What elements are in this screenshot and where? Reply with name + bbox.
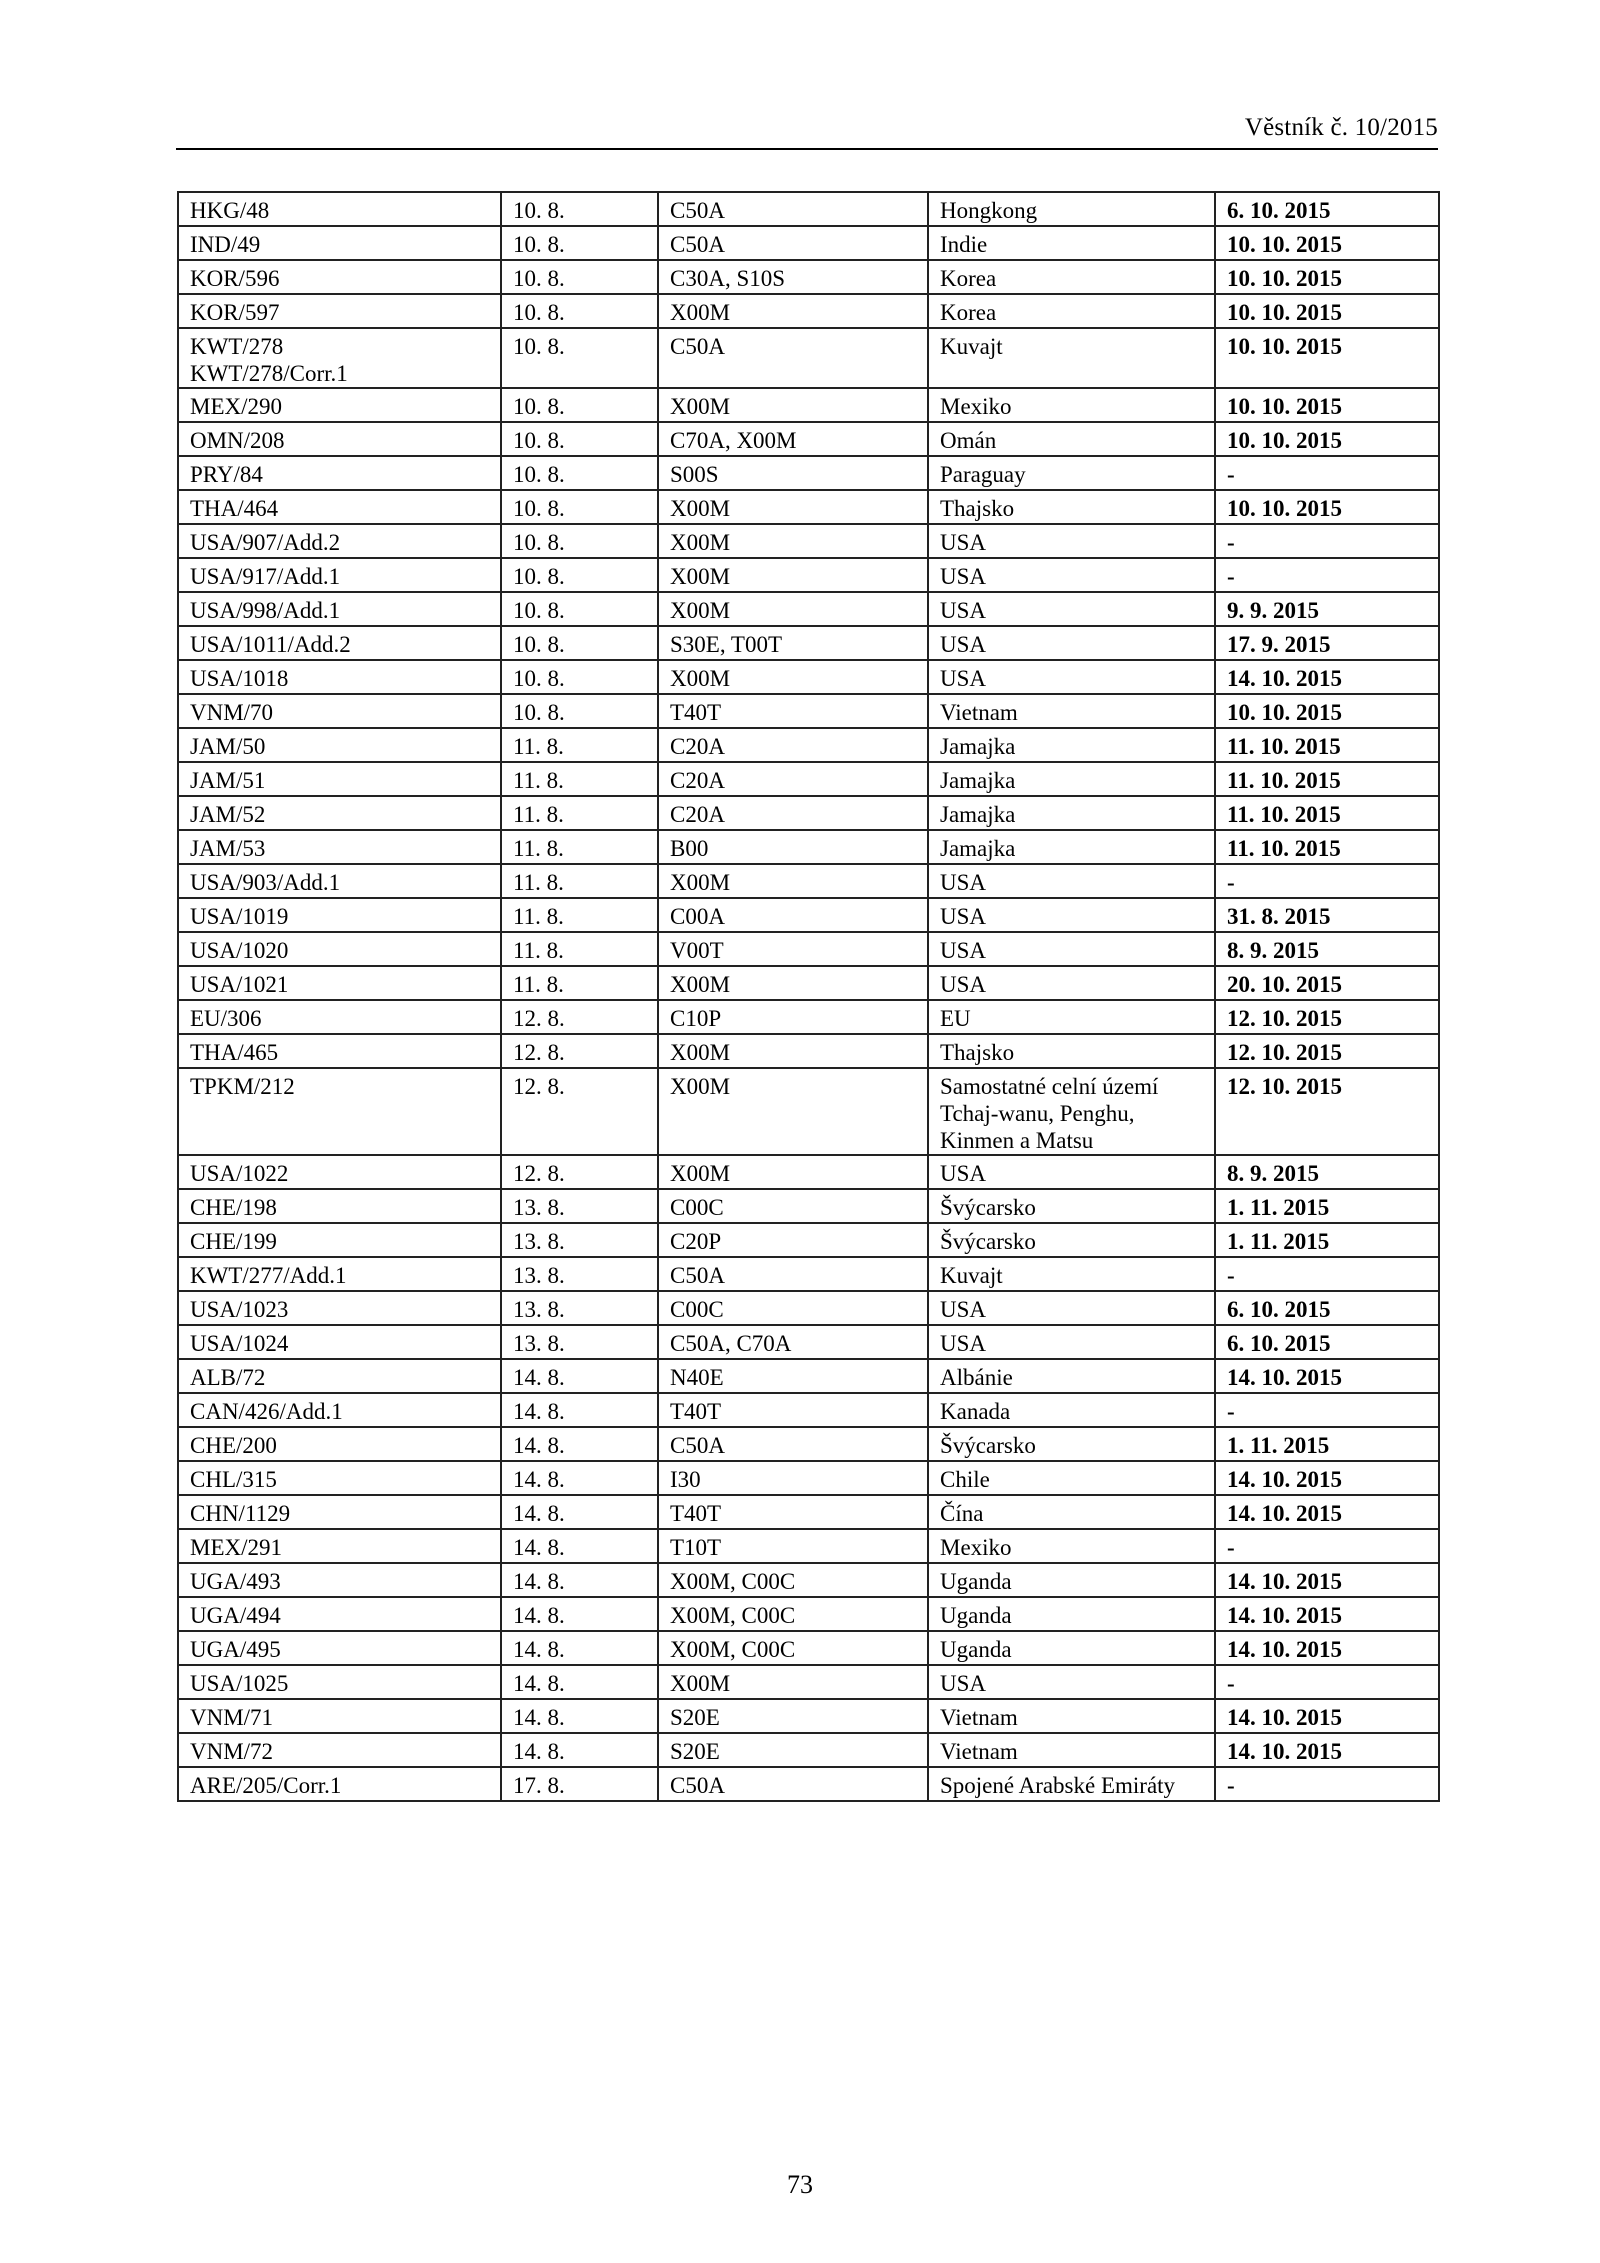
cell-document: UGA/493 (178, 1563, 501, 1597)
cell-country: Kuvajt (928, 1257, 1215, 1291)
cell-code: C50A (658, 192, 928, 226)
cell-code: C20P (658, 1223, 928, 1257)
cell-country: USA (928, 1155, 1215, 1189)
cell-document: USA/1025 (178, 1665, 501, 1699)
cell-country: Samostatné celní území Tchaj-wanu, Penghu, Kinmen a Matsu (928, 1068, 1215, 1155)
cell-date: 10. 8. (501, 388, 658, 422)
cell-deadline: - (1215, 1665, 1439, 1699)
cell-document: MEX/291 (178, 1529, 501, 1563)
table-row (178, 830, 1439, 864)
cell-country: Vietnam (928, 694, 1215, 728)
cell-deadline: 1. 11. 2015 (1215, 1189, 1439, 1223)
cell-code: X00M (658, 1665, 928, 1699)
table-row (178, 1068, 1439, 1155)
cell-document: USA/1020 (178, 932, 501, 966)
table-row (178, 1359, 1439, 1393)
cell-date: 13. 8. (501, 1325, 658, 1359)
cell-country: USA (928, 898, 1215, 932)
cell-date: 14. 8. (501, 1393, 658, 1427)
cell-date: 11. 8. (501, 966, 658, 1000)
cell-country: USA (928, 626, 1215, 660)
table-row (178, 1495, 1439, 1529)
cell-country: Korea (928, 260, 1215, 294)
cell-code: C50A (658, 328, 928, 388)
cell-country: USA (928, 864, 1215, 898)
cell-date: 11. 8. (501, 898, 658, 932)
page-number: 73 (787, 2170, 813, 2199)
cell-date: 14. 8. (501, 1597, 658, 1631)
table-row (178, 1257, 1439, 1291)
table-row (178, 456, 1439, 490)
table-row (178, 1665, 1439, 1699)
cell-date: 10. 8. (501, 558, 658, 592)
cell-date: 13. 8. (501, 1257, 658, 1291)
cell-document: OMN/208 (178, 422, 501, 456)
table-row (178, 966, 1439, 1000)
cell-document: USA/1021 (178, 966, 501, 1000)
cell-country: USA (928, 660, 1215, 694)
cell-document: KWT/277/Add.1 (178, 1257, 501, 1291)
cell-date: 10. 8. (501, 490, 658, 524)
table-body (178, 192, 1439, 1801)
cell-deadline: 14. 10. 2015 (1215, 1461, 1439, 1495)
table-row (178, 1223, 1439, 1257)
table-row (178, 626, 1439, 660)
cell-code: T10T (658, 1529, 928, 1563)
cell-code: X00M, C00C (658, 1563, 928, 1597)
table-row (178, 1597, 1439, 1631)
table-row (178, 192, 1439, 226)
table-row (178, 592, 1439, 626)
cell-deadline: 14. 10. 2015 (1215, 1631, 1439, 1665)
cell-date: 10. 8. (501, 328, 658, 388)
cell-document: KWT/278 KWT/278/Corr.1 (178, 328, 501, 388)
cell-document: USA/998/Add.1 (178, 592, 501, 626)
cell-deadline: - (1215, 456, 1439, 490)
table-row (178, 1733, 1439, 1767)
cell-document: VNM/72 (178, 1733, 501, 1767)
cell-deadline: 11. 10. 2015 (1215, 728, 1439, 762)
cell-document: PRY/84 (178, 456, 501, 490)
cell-deadline: 6. 10. 2015 (1215, 1291, 1439, 1325)
cell-document: IND/49 (178, 226, 501, 260)
cell-country: Uganda (928, 1563, 1215, 1597)
cell-document: USA/1022 (178, 1155, 501, 1189)
cell-date: 10. 8. (501, 694, 658, 728)
cell-date: 10. 8. (501, 626, 658, 660)
cell-code: C30A, S10S (658, 260, 928, 294)
cell-document: VNM/70 (178, 694, 501, 728)
cell-country: Hongkong (928, 192, 1215, 226)
cell-document: CAN/426/Add.1 (178, 1393, 501, 1427)
cell-document: VNM/71 (178, 1699, 501, 1733)
cell-date: 11. 8. (501, 762, 658, 796)
cell-document: EU/306 (178, 1000, 501, 1034)
cell-deadline: - (1215, 558, 1439, 592)
cell-date: 12. 8. (501, 1034, 658, 1068)
cell-country: Jamajka (928, 830, 1215, 864)
cell-code: S30E, T00T (658, 626, 928, 660)
cell-document: JAM/50 (178, 728, 501, 762)
cell-date: 12. 8. (501, 1068, 658, 1155)
running-header (176, 108, 1438, 150)
table-row (178, 796, 1439, 830)
cell-document: USA/1024 (178, 1325, 501, 1359)
cell-date: 14. 8. (501, 1461, 658, 1495)
cell-date: 10. 8. (501, 192, 658, 226)
cell-country: Uganda (928, 1631, 1215, 1665)
cell-deadline: - (1215, 524, 1439, 558)
cell-deadline: 10. 10. 2015 (1215, 260, 1439, 294)
table-row (178, 728, 1439, 762)
cell-code: X00M (658, 524, 928, 558)
cell-country: Thajsko (928, 1034, 1215, 1068)
cell-code: C20A (658, 762, 928, 796)
table-row (178, 1393, 1439, 1427)
cell-code: C50A (658, 226, 928, 260)
table-row (178, 422, 1439, 456)
cell-deadline: 10. 10. 2015 (1215, 388, 1439, 422)
cell-country: Albánie (928, 1359, 1215, 1393)
cell-document: ARE/205/Corr.1 (178, 1767, 501, 1801)
table-row (178, 1427, 1439, 1461)
table-row (178, 1291, 1439, 1325)
cell-code: V00T (658, 932, 928, 966)
cell-document: USA/907/Add.2 (178, 524, 501, 558)
cell-deadline: 14. 10. 2015 (1215, 1563, 1439, 1597)
cell-document: THA/465 (178, 1034, 501, 1068)
cell-date: 11. 8. (501, 796, 658, 830)
cell-country: Indie (928, 226, 1215, 260)
cell-date: 10. 8. (501, 226, 658, 260)
cell-date: 11. 8. (501, 864, 658, 898)
cell-date: 11. 8. (501, 728, 658, 762)
cell-code: X00M (658, 294, 928, 328)
cell-deadline: 1. 11. 2015 (1215, 1223, 1439, 1257)
table-row (178, 762, 1439, 796)
cell-date: 14. 8. (501, 1665, 658, 1699)
cell-country: Omán (928, 422, 1215, 456)
cell-code: C50A (658, 1427, 928, 1461)
cell-code: X00M (658, 388, 928, 422)
cell-country: Jamajka (928, 728, 1215, 762)
cell-deadline: 14. 10. 2015 (1215, 1733, 1439, 1767)
cell-country: USA (928, 558, 1215, 592)
cell-document: USA/1018 (178, 660, 501, 694)
table-row (178, 558, 1439, 592)
cell-document: USA/917/Add.1 (178, 558, 501, 592)
cell-deadline: 12. 10. 2015 (1215, 1068, 1439, 1155)
cell-date: 10. 8. (501, 456, 658, 490)
cell-document: JAM/51 (178, 762, 501, 796)
table-row (178, 898, 1439, 932)
cell-country: Chile (928, 1461, 1215, 1495)
cell-deadline: - (1215, 1767, 1439, 1801)
cell-deadline: 10. 10. 2015 (1215, 294, 1439, 328)
cell-deadline: 10. 10. 2015 (1215, 422, 1439, 456)
cell-code: N40E (658, 1359, 928, 1393)
cell-deadline: 11. 10. 2015 (1215, 796, 1439, 830)
cell-code: X00M (658, 490, 928, 524)
cell-country: USA (928, 1291, 1215, 1325)
cell-code: S20E (658, 1733, 928, 1767)
cell-country: Čína (928, 1495, 1215, 1529)
bulletin-title: Věstník č. 10/2015 (1244, 114, 1438, 141)
cell-code: C00A (658, 898, 928, 932)
cell-code: C00C (658, 1189, 928, 1223)
cell-date: 14. 8. (501, 1427, 658, 1461)
cell-document: JAM/52 (178, 796, 501, 830)
cell-country: Jamajka (928, 796, 1215, 830)
cell-date: 11. 8. (501, 830, 658, 864)
cell-deadline: 14. 10. 2015 (1215, 1495, 1439, 1529)
cell-deadline: 6. 10. 2015 (1215, 1325, 1439, 1359)
cell-deadline: 12. 10. 2015 (1215, 1034, 1439, 1068)
cell-deadline: - (1215, 1257, 1439, 1291)
table-row (178, 524, 1439, 558)
cell-country: Švýcarsko (928, 1189, 1215, 1223)
cell-code: T40T (658, 1495, 928, 1529)
cell-deadline: 11. 10. 2015 (1215, 830, 1439, 864)
cell-code: C20A (658, 796, 928, 830)
cell-code: C00C (658, 1291, 928, 1325)
cell-document: USA/1023 (178, 1291, 501, 1325)
cell-document: ALB/72 (178, 1359, 501, 1393)
cell-country: USA (928, 524, 1215, 558)
cell-date: 17. 8. (501, 1767, 658, 1801)
cell-date: 10. 8. (501, 660, 658, 694)
cell-date: 10. 8. (501, 422, 658, 456)
table-row (178, 1325, 1439, 1359)
cell-code: X00M (658, 1155, 928, 1189)
table-row (178, 1461, 1439, 1495)
table-row (178, 1034, 1439, 1068)
table-row (178, 226, 1439, 260)
cell-document: CHE/199 (178, 1223, 501, 1257)
cell-document: TPKM/212 (178, 1068, 501, 1155)
cell-date: 14. 8. (501, 1529, 658, 1563)
cell-code: X00M (658, 864, 928, 898)
cell-document: CHE/198 (178, 1189, 501, 1223)
cell-deadline: 12. 10. 2015 (1215, 1000, 1439, 1034)
cell-deadline: 8. 9. 2015 (1215, 1155, 1439, 1189)
cell-country: USA (928, 592, 1215, 626)
table-row (178, 388, 1439, 422)
cell-country: USA (928, 932, 1215, 966)
cell-code: C50A (658, 1767, 928, 1801)
cell-date: 10. 8. (501, 294, 658, 328)
cell-code: X00M (658, 966, 928, 1000)
table-row (178, 932, 1439, 966)
cell-document: MEX/290 (178, 388, 501, 422)
cell-deadline: 20. 10. 2015 (1215, 966, 1439, 1000)
cell-code: C50A (658, 1257, 928, 1291)
cell-date: 14. 8. (501, 1733, 658, 1767)
cell-date: 14. 8. (501, 1563, 658, 1597)
cell-country: USA (928, 1665, 1215, 1699)
cell-country: Švýcarsko (928, 1223, 1215, 1257)
cell-document: USA/903/Add.1 (178, 864, 501, 898)
cell-document: KOR/597 (178, 294, 501, 328)
cell-deadline: 17. 9. 2015 (1215, 626, 1439, 660)
cell-country: Uganda (928, 1597, 1215, 1631)
cell-deadline: 6. 10. 2015 (1215, 192, 1439, 226)
cell-code: C20A (658, 728, 928, 762)
cell-date: 12. 8. (501, 1155, 658, 1189)
cell-country: Thajsko (928, 490, 1215, 524)
cell-date: 14. 8. (501, 1495, 658, 1529)
cell-date: 11. 8. (501, 932, 658, 966)
cell-date: 14. 8. (501, 1631, 658, 1665)
cell-code: X00M (658, 592, 928, 626)
cell-country: Švýcarsko (928, 1427, 1215, 1461)
cell-code: X00M (658, 1034, 928, 1068)
cell-document: UGA/495 (178, 1631, 501, 1665)
cell-country: Jamajka (928, 762, 1215, 796)
cell-code: B00 (658, 830, 928, 864)
cell-deadline: 10. 10. 2015 (1215, 490, 1439, 524)
cell-deadline: 14. 10. 2015 (1215, 1359, 1439, 1393)
cell-code: T40T (658, 694, 928, 728)
cell-date: 14. 8. (501, 1699, 658, 1733)
cell-date: 13. 8. (501, 1223, 658, 1257)
cell-date: 14. 8. (501, 1359, 658, 1393)
cell-country: Mexiko (928, 1529, 1215, 1563)
cell-deadline: 11. 10. 2015 (1215, 762, 1439, 796)
table-row (178, 1155, 1439, 1189)
table-row (178, 1563, 1439, 1597)
table-row (178, 328, 1439, 388)
cell-code: C10P (658, 1000, 928, 1034)
cell-deadline: 1. 11. 2015 (1215, 1427, 1439, 1461)
notification-table (177, 191, 1440, 1802)
cell-document: THA/464 (178, 490, 501, 524)
cell-document: UGA/494 (178, 1597, 501, 1631)
cell-deadline: - (1215, 1529, 1439, 1563)
cell-deadline: 14. 10. 2015 (1215, 660, 1439, 694)
cell-document: HKG/48 (178, 192, 501, 226)
cell-country: USA (928, 1325, 1215, 1359)
cell-code: S00S (658, 456, 928, 490)
cell-country: Paraguay (928, 456, 1215, 490)
cell-deadline: 10. 10. 2015 (1215, 328, 1439, 388)
table-row (178, 490, 1439, 524)
cell-document: CHN/1129 (178, 1495, 501, 1529)
cell-code: X00M, C00C (658, 1631, 928, 1665)
table-row (178, 1767, 1439, 1801)
cell-deadline: - (1215, 864, 1439, 898)
cell-country: Mexiko (928, 388, 1215, 422)
table-row (178, 1000, 1439, 1034)
cell-deadline: 14. 10. 2015 (1215, 1699, 1439, 1733)
cell-deadline: 31. 8. 2015 (1215, 898, 1439, 932)
cell-deadline: 10. 10. 2015 (1215, 694, 1439, 728)
table-row (178, 260, 1439, 294)
table-row (178, 660, 1439, 694)
cell-code: X00M, C00C (658, 1597, 928, 1631)
cell-date: 10. 8. (501, 524, 658, 558)
cell-deadline: - (1215, 1393, 1439, 1427)
table-row (178, 1529, 1439, 1563)
cell-code: C50A, C70A (658, 1325, 928, 1359)
cell-country: Kuvajt (928, 328, 1215, 388)
cell-code: T40T (658, 1393, 928, 1427)
cell-country: USA (928, 966, 1215, 1000)
cell-deadline: 14. 10. 2015 (1215, 1597, 1439, 1631)
cell-deadline: 10. 10. 2015 (1215, 226, 1439, 260)
cell-date: 13. 8. (501, 1291, 658, 1325)
cell-document: KOR/596 (178, 260, 501, 294)
cell-code: S20E (658, 1699, 928, 1733)
cell-code: X00M (658, 1068, 928, 1155)
table-row (178, 1699, 1439, 1733)
cell-country: Spojené Arabské Emiráty (928, 1767, 1215, 1801)
cell-country: Vietnam (928, 1699, 1215, 1733)
cell-country: Korea (928, 294, 1215, 328)
cell-code: X00M (658, 558, 928, 592)
cell-code: X00M (658, 660, 928, 694)
cell-code: C70A, X00M (658, 422, 928, 456)
table-row (178, 1631, 1439, 1665)
cell-document: CHL/315 (178, 1461, 501, 1495)
cell-deadline: 8. 9. 2015 (1215, 932, 1439, 966)
cell-country: Kanada (928, 1393, 1215, 1427)
cell-date: 13. 8. (501, 1189, 658, 1223)
cell-country: Vietnam (928, 1733, 1215, 1767)
cell-document: USA/1019 (178, 898, 501, 932)
cell-date: 12. 8. (501, 1000, 658, 1034)
table-row (178, 294, 1439, 328)
table-row (178, 694, 1439, 728)
cell-document: CHE/200 (178, 1427, 501, 1461)
table-row (178, 1189, 1439, 1223)
cell-document: JAM/53 (178, 830, 501, 864)
cell-date: 10. 8. (501, 260, 658, 294)
table-row (178, 864, 1439, 898)
cell-code: I30 (658, 1461, 928, 1495)
cell-deadline: 9. 9. 2015 (1215, 592, 1439, 626)
cell-country: EU (928, 1000, 1215, 1034)
cell-document: USA/1011/Add.2 (178, 626, 501, 660)
cell-date: 10. 8. (501, 592, 658, 626)
